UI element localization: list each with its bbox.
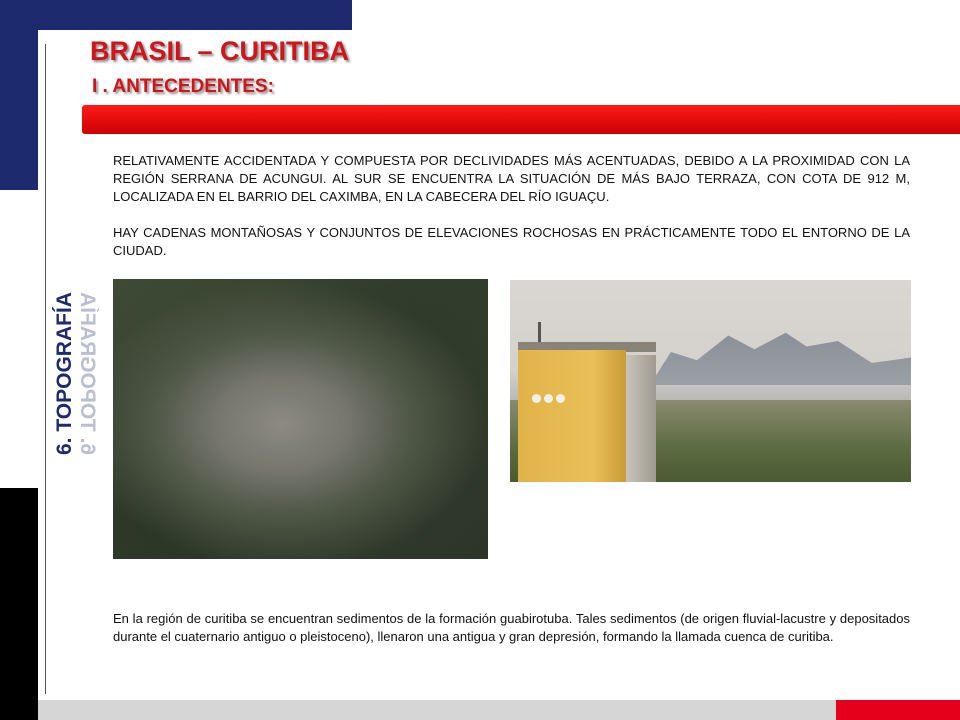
top-navy-bar (0, 0, 352, 30)
tower-side (626, 355, 656, 482)
left-navy-block (0, 0, 38, 190)
bottom-gray-band (38, 700, 960, 720)
section-label: 6. TOPOGRAFÍA (53, 292, 76, 455)
slide-title: BRASIL – CURITIBA (90, 36, 350, 66)
antenna (538, 322, 541, 344)
slide-subtitle: I . ANTECEDENTES: (92, 76, 274, 97)
paragraph-mountains: HAY CADENAS MONTAÑOSAS Y CONJUNTOS DE ELEVACIONES ROCHOSAS EN PRÁCTICAMENTE TODO EL ENTORNO DE LA CIUDAD. (113, 225, 910, 258)
satellite-image (113, 279, 488, 559)
paragraph-topography: RELATIVAMENTE ACCIDENTADA Y COMPUESTA POR DECLIVIDADES MÁS ACENTUADAS, DEBIDO A LA PROXIMIDAD CON LA REGIÓN SERRANA DE ACUNGUI. AL SUR SE ENCUENTRA LA SITUACIÓN DE MÁS BAJO TERRAZA, CON COTA DE 912 M, LOCALIZADA EN EL BARRIO DEL CAXIMBA, EN LA CABECERA DEL RÍO IGUAÇU. (113, 153, 910, 204)
tower-window (532, 394, 541, 403)
tower-window (544, 394, 553, 403)
tower-building (518, 350, 626, 482)
paragraph-sediments: En la región de curitiba se encuentran sedimentos de la formación guabirotuba. Tales sedimentos (de origen fluvial-lacustre y depositados durante el cuaternario antiguo o pleistoceno), llenaron una antigua y gran depresión, formando la llamada cuenca de curitiba. (113, 611, 910, 644)
section-label-reflection: 6. TOPOGRAFÍA (76, 292, 99, 455)
bottom-red-accent (836, 700, 960, 720)
mountain-silhouette (650, 330, 911, 385)
header-red-bar (82, 105, 960, 134)
tower-window (556, 394, 565, 403)
city-photo (510, 280, 911, 482)
left-vertical-line (45, 44, 46, 694)
bottom-left-black-block (0, 488, 38, 720)
